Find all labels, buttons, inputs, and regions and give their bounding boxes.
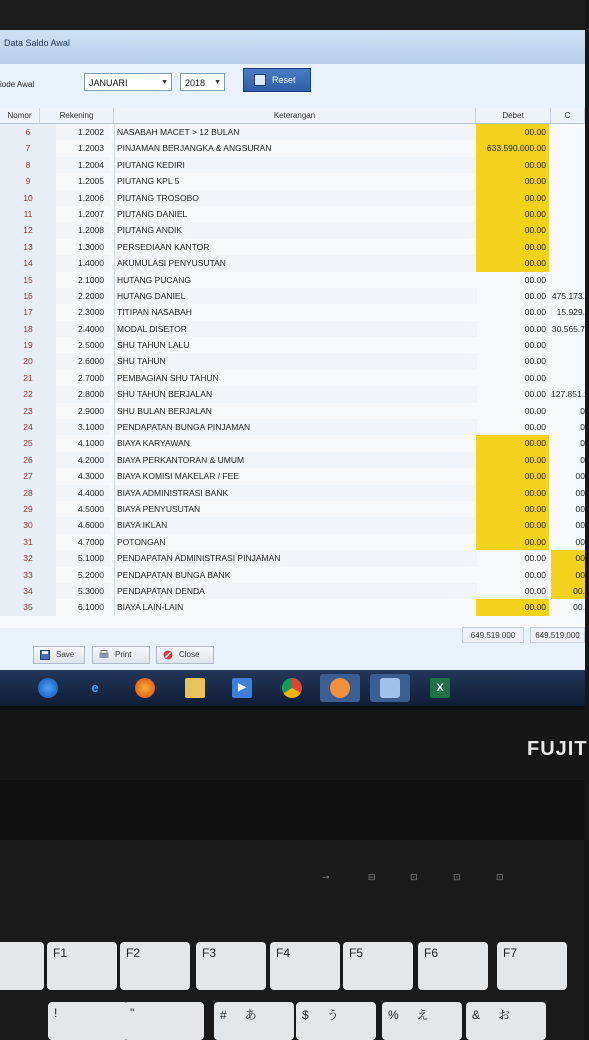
cell-nomor: 8 [0, 157, 56, 173]
cell-kredit[interactable] [551, 157, 585, 173]
key-kana-label: あ [244, 1008, 257, 1022]
reset-icon [254, 74, 266, 86]
table-row[interactable] [0, 173, 585, 189]
cell-nomor: 22 [0, 386, 56, 402]
cell-debet[interactable]: 00.00 [524, 585, 546, 596]
cell-rekening: 6.1000 [78, 602, 104, 613]
app-icon [330, 678, 350, 698]
cell-nomor: 17 [0, 304, 56, 320]
cell-kredit[interactable] [551, 337, 585, 353]
taskbar-media[interactable] [222, 674, 262, 702]
cell-nomor: 21 [0, 370, 56, 386]
key-symbol-label: " [130, 1006, 135, 1020]
table-row[interactable] [0, 222, 585, 238]
taskbar-app[interactable] [320, 674, 360, 702]
reset-button[interactable] [243, 68, 311, 92]
cell-rekening: 1.2006 [56, 190, 110, 206]
table-row[interactable] [0, 403, 585, 419]
cell-nomor: 31 [0, 534, 56, 550]
cell-kredit[interactable] [551, 124, 585, 140]
cell-kredit[interactable]: 0 [580, 438, 585, 449]
cell-debet[interactable]: 00.00 [524, 405, 546, 416]
cell-kredit[interactable] [551, 206, 585, 222]
key-f5[interactable]: F5 [343, 942, 413, 990]
cell-debet[interactable]: 00.00 [524, 307, 546, 318]
cell-rekening: 1.2004 [56, 157, 110, 173]
cell-kredit[interactable]: 00 [575, 520, 585, 531]
table-row[interactable] [0, 534, 585, 550]
cell-rekening: 3.1000 [56, 419, 110, 435]
reset-label: Reset [272, 75, 296, 85]
cell-nomor: 7 [0, 140, 56, 156]
table-row[interactable] [0, 124, 585, 140]
cell-debet[interactable]: 00.00 [476, 485, 549, 501]
cell-keterangan: NASABAH MACET > 12 BULAN [114, 124, 477, 140]
cell-rekening: 5.3000 [56, 583, 110, 599]
table-row[interactable] [0, 288, 585, 304]
key-symbol-label: % [388, 1008, 399, 1022]
chrome-icon [282, 678, 302, 698]
cell-rekening: 2.9000 [78, 405, 104, 416]
cell-debet[interactable]: 00.00 [524, 569, 546, 580]
table-row[interactable] [0, 599, 585, 615]
cell-nomor: 28 [0, 485, 56, 501]
table-row[interactable] [0, 140, 585, 156]
cell-rekening: 4.4000 [56, 485, 110, 501]
cell-keterangan: HUTANG DANIEL [114, 288, 477, 304]
cell-keterangan: BIAYA IKLAN [114, 517, 477, 533]
firefox-icon [135, 678, 155, 698]
cell-rekening: 2.8000 [56, 386, 110, 402]
cell-keterangan: BIAYA PERKANTORAN & UMUM [114, 452, 477, 468]
month-select[interactable] [84, 73, 172, 91]
cell-kredit[interactable] [551, 140, 585, 156]
cell-nomor: 33 [0, 567, 56, 583]
col-kredit[interactable]: C [551, 108, 585, 124]
table-row[interactable] [0, 272, 585, 288]
table-row[interactable] [0, 157, 585, 173]
cell-debet[interactable]: 00.00 [476, 206, 549, 222]
cell-debet[interactable]: 00.00 [476, 534, 549, 550]
key-symbol-label: & [472, 1008, 481, 1022]
cell-kredit[interactable]: 127.851.2 [551, 389, 589, 400]
cell-keterangan: SHU TAHUN BERJALAN [114, 386, 477, 402]
year-value: 2018 [185, 78, 206, 88]
key-sc[interactable] [0, 942, 44, 990]
cell-rekening: 1.2005 [78, 176, 104, 187]
key-kana-label: お [498, 1008, 511, 1022]
cell-nomor: 19 [0, 337, 56, 353]
cell-rekening: 4.3000 [78, 471, 104, 482]
grid-rows [0, 124, 589, 616]
cell-kredit[interactable]: 00 [575, 471, 585, 482]
key-kana-label: う [326, 1008, 339, 1022]
cell-kredit[interactable]: 475.173. [551, 290, 585, 301]
table-row[interactable] [0, 583, 585, 599]
cell-nomor: 14 [0, 255, 56, 271]
table-row[interactable] [0, 567, 585, 583]
table-row[interactable] [0, 550, 585, 566]
internet-explorer-icon: e [91, 680, 99, 695]
table-row[interactable] [0, 337, 585, 353]
cell-debet[interactable]: 00.00 [476, 157, 549, 173]
save-icon [40, 650, 50, 660]
close-label: Close [179, 650, 200, 659]
cell-kredit[interactable]: 0 [580, 454, 585, 465]
cell-debet[interactable]: 00.00 [476, 435, 549, 451]
periode-awal-label: iode Awal [0, 80, 35, 89]
cell-keterangan: PIUTANG ANDIK [114, 222, 477, 238]
start-button[interactable] [28, 674, 68, 702]
cell-keterangan: BIAYA LAIN-LAIN [114, 599, 477, 615]
cell-keterangan: TITIPAN NASABAH [114, 304, 477, 320]
key-f6[interactable]: F6 [418, 942, 488, 990]
num-lock-icon: ⊡ [453, 872, 461, 882]
cell-rekening: 2.3000 [78, 307, 104, 318]
cell-rekening: 1.3000 [78, 241, 104, 252]
cell-kredit[interactable]: 00. [573, 602, 585, 613]
cell-debet[interactable]: 00.00 [524, 422, 546, 433]
excel-icon: X [430, 678, 450, 698]
cell-rekening: 4.1000 [78, 438, 104, 449]
scroll-lock-icon: ⊡ [496, 872, 504, 882]
folder-icon [185, 678, 205, 698]
cell-keterangan: SHU TAHUN LALU [114, 337, 477, 353]
window-titlebar [0, 30, 585, 64]
saldo-grid [0, 108, 589, 628]
table-row[interactable] [0, 386, 589, 402]
cell-keterangan: PERSEDIAAN KANTOR [114, 239, 477, 255]
cell-rekening: 5.1000 [56, 550, 110, 566]
cell-debet[interactable]: 00.00 [524, 356, 546, 367]
chevron-down-icon: ▼ [214, 79, 221, 86]
cell-rekening: 2.7000 [78, 372, 104, 383]
cell-keterangan: SHU TAHUN [114, 353, 477, 369]
data-saldo-awal-window [0, 30, 589, 670]
table-row[interactable] [0, 206, 585, 222]
cell-nomor: 20 [0, 353, 56, 369]
cell-debet[interactable]: 00.00 [476, 468, 549, 484]
cell-debet[interactable]: 00.00 [476, 255, 549, 271]
table-row[interactable] [0, 517, 585, 533]
cell-rekening: 2.2000 [56, 288, 110, 304]
cell-kredit[interactable]: 00 [575, 503, 585, 514]
cell-debet[interactable]: 00.00 [476, 501, 549, 517]
table-row[interactable] [0, 485, 585, 501]
cell-keterangan: POTONGAN [114, 534, 477, 550]
cell-rekening: 2.5000 [78, 340, 104, 351]
printer-icon [99, 650, 109, 660]
key-symbol-label: # [220, 1008, 227, 1022]
cell-debet[interactable]: 00.00 [524, 274, 546, 285]
cell-kredit[interactable]: 00 [551, 550, 585, 566]
media-player-icon: ▶ [232, 678, 252, 698]
table-row[interactable] [0, 419, 585, 435]
print-label: Print [115, 650, 132, 659]
cell-rekening: 4.5000 [78, 503, 104, 514]
cell-kredit[interactable]: 00 [575, 536, 585, 547]
cell-keterangan: BIAYA KARYAWAN [114, 435, 477, 451]
key-symbol[interactable] [214, 1002, 294, 1040]
cell-kredit[interactable] [551, 272, 585, 288]
cell-rekening: 1.2008 [56, 222, 110, 238]
cell-nomor: 13 [0, 239, 56, 255]
cell-keterangan: PENDAPATAN BUNGA PINJAMAN [114, 419, 477, 435]
key-symbol[interactable] [48, 1002, 128, 1040]
total-kredit: 649.519.000 [530, 627, 585, 643]
key-symbol-label: $ [302, 1008, 309, 1022]
table-row[interactable] [0, 321, 585, 337]
cell-debet[interactable]: 00.00 [476, 239, 549, 255]
cell-keterangan: PIUTANG KPL 5 [114, 173, 477, 189]
cell-rekening: 1.2003 [78, 143, 104, 154]
cell-keterangan: BIAYA ADMINISTRASI BANK [114, 485, 477, 501]
cell-kredit[interactable] [551, 255, 585, 271]
cell-kredit[interactable]: 00. [551, 583, 585, 599]
total-debet: 649.519.000 [462, 627, 524, 643]
cell-debet[interactable]: 00.00 [524, 553, 546, 564]
cell-kredit[interactable]: 00 [551, 567, 585, 583]
taskbar-ie[interactable] [75, 674, 115, 702]
cell-keterangan: HUTANG PUCANG [114, 272, 477, 288]
save-button[interactable] [33, 646, 85, 664]
key-symbol-label: ! [54, 1006, 58, 1020]
cell-debet[interactable]: 00.00 [476, 222, 549, 238]
cell-nomor: 12 [0, 222, 56, 238]
key-led-icon: ⊸ [322, 872, 330, 882]
cell-rekening: 1.2002 [56, 124, 110, 140]
table-row[interactable] [0, 370, 585, 386]
cell-rekening: 4.6000 [56, 517, 110, 533]
month-value: JANUARI [89, 78, 128, 88]
taskbar-excel[interactable] [420, 674, 460, 702]
taskbar-app-2[interactable] [370, 674, 410, 702]
table-row[interactable] [0, 190, 585, 206]
cell-keterangan: PINJAMAN BERJANGKA & ANGSURAN [114, 140, 477, 156]
cell-debet[interactable]: 00.00 [524, 372, 546, 383]
close-button[interactable] [156, 646, 214, 664]
cell-nomor: 27 [0, 468, 56, 484]
table-row[interactable] [0, 239, 585, 255]
cell-nomor: 24 [0, 419, 56, 435]
table-row[interactable] [0, 255, 585, 271]
cell-nomor: 29 [0, 501, 56, 517]
cell-nomor: 10 [0, 190, 56, 206]
cell-keterangan: PENDAPATAN ADMINISTRASI PINJAMAN [114, 550, 477, 566]
table-row[interactable] [0, 304, 585, 320]
table-row[interactable] [0, 501, 585, 517]
cell-nomor: 35 [0, 599, 56, 615]
key-symbol[interactable] [296, 1002, 376, 1040]
cell-nomor: 30 [0, 517, 56, 533]
window-title: Data Saldo Awal [4, 38, 70, 48]
key-f1[interactable]: F1 [47, 942, 117, 990]
cell-kredit[interactable]: 0 [580, 405, 585, 416]
cell-keterangan: BIAYA KOMISI MAKELAR / FEE [114, 468, 477, 484]
cell-debet[interactable]: 00.00 [524, 340, 546, 351]
table-row[interactable] [0, 468, 585, 484]
cell-keterangan: SHU BULAN BERJALAN [114, 403, 477, 419]
cell-kredit[interactable] [551, 370, 585, 386]
cell-rekening: 1.2007 [78, 208, 104, 219]
cell-nomor: 18 [0, 321, 56, 337]
app-icon-2 [380, 678, 400, 698]
save-label: Save [56, 650, 75, 659]
cell-keterangan: PENDAPATAN BUNGA BANK [114, 567, 477, 583]
key-f2[interactable]: F2 [120, 942, 190, 990]
key-f4[interactable]: F4 [270, 942, 340, 990]
taskbar-explorer[interactable] [175, 674, 215, 702]
key-f7[interactable]: F7 [497, 942, 567, 990]
cell-nomor: 23 [0, 403, 56, 419]
cell-keterangan: PIUTANG TROSOBO [114, 190, 477, 206]
key-symbol[interactable] [124, 1002, 204, 1040]
taskbar-firefox[interactable] [125, 674, 165, 702]
cell-kredit[interactable] [551, 222, 585, 238]
cell-nomor: 16 [0, 288, 56, 304]
table-row[interactable] [0, 435, 585, 451]
cell-keterangan: AKUMULASI PENYUSUTAN [114, 255, 477, 271]
print-button[interactable] [92, 646, 150, 664]
cell-debet[interactable]: 00.00 [476, 452, 549, 468]
cell-debet[interactable]: 00.00 [476, 190, 549, 206]
cell-debet[interactable]: 00.00 [476, 517, 549, 533]
cell-kredit[interactable]: 30.565.7 [551, 323, 585, 334]
taskbar [0, 670, 585, 706]
cell-debet[interactable]: 00.00 [476, 599, 549, 615]
col-nomor[interactable]: Nomor [0, 108, 40, 124]
cell-kredit[interactable] [551, 353, 585, 369]
cell-debet[interactable]: 00.00 [524, 290, 546, 301]
key-kana-label: え [416, 1008, 429, 1022]
table-row[interactable] [0, 353, 585, 369]
cell-nomor: 6 [0, 124, 56, 140]
col-rekening[interactable]: Rekening [40, 108, 114, 124]
key-symbol[interactable] [382, 1002, 462, 1040]
col-keterangan[interactable]: Keterangan [114, 108, 476, 124]
cell-debet[interactable]: 00.00 [476, 124, 549, 140]
cell-nomor: 26 [0, 452, 56, 468]
cell-debet[interactable]: 00.00 [476, 173, 549, 189]
cell-rekening: 2.4000 [56, 321, 110, 337]
cell-keterangan: PIUTANG DANIEL [114, 206, 477, 222]
cell-kredit[interactable]: 15.929. [556, 307, 585, 318]
cell-rekening: 5.2000 [78, 569, 104, 580]
cell-keterangan: PIUTANG KEDIRI [114, 157, 477, 173]
cell-rekening: 2.6000 [56, 353, 110, 369]
cell-rekening: 1.4000 [56, 255, 110, 271]
cell-nomor: 15 [0, 272, 56, 288]
cell-nomor: 25 [0, 435, 56, 451]
cell-kredit[interactable] [551, 173, 585, 189]
cell-kredit[interactable]: 0 [580, 422, 585, 433]
cell-keterangan: MODAL DISETOR [114, 321, 477, 337]
cell-keterangan: PENDAPATAN DENDA [114, 583, 477, 599]
key-f3[interactable]: F3 [196, 942, 266, 990]
laptop-hinge [0, 780, 585, 840]
cell-keterangan: PEMBAGIAN SHU TAHUN [114, 370, 477, 386]
hdd-led-icon: ⊟ [368, 872, 376, 882]
key-symbol[interactable] [466, 1002, 546, 1040]
cell-debet[interactable]: 633.590.000.00 [476, 140, 549, 156]
cell-rekening: 2.1000 [78, 274, 104, 285]
laptop-bezel-top [0, 0, 585, 34]
cell-kredit[interactable] [551, 239, 585, 255]
cell-kredit[interactable]: 00 [575, 487, 585, 498]
cell-keterangan: BIAYA PENYUSUTAN [114, 501, 477, 517]
cell-rekening: 4.7000 [78, 536, 104, 547]
laptop-brand: FUJIT [527, 738, 588, 760]
taskbar-chrome[interactable] [272, 674, 312, 702]
cell-debet[interactable]: 00.00 [524, 389, 546, 400]
cell-nomor: 34 [0, 583, 56, 599]
table-row[interactable] [0, 452, 585, 468]
chevron-down-icon: ▼ [161, 79, 168, 86]
col-debet[interactable]: Debet [476, 108, 551, 124]
close-icon [163, 650, 173, 660]
cell-nomor: 11 [0, 206, 56, 222]
caps-lock-icon: ⊡ [410, 872, 418, 882]
cell-nomor: 9 [0, 173, 56, 189]
cell-kredit[interactable] [551, 190, 585, 206]
cell-debet[interactable]: 00.00 [524, 323, 546, 334]
cell-nomor: 32 [0, 550, 56, 566]
windows-icon [38, 678, 58, 698]
cell-rekening: 4.2000 [56, 452, 110, 468]
year-select[interactable] [180, 73, 225, 91]
